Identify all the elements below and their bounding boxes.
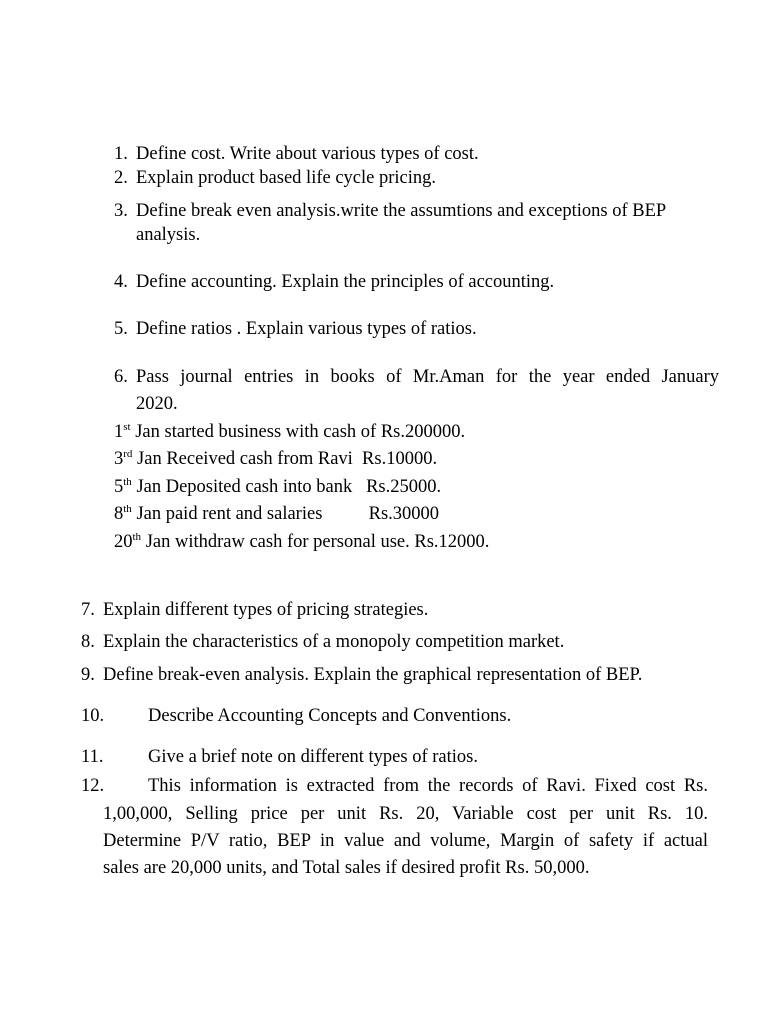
question-text-line-1: Pass journal entries in books of Mr.Aman for the year ended January bbox=[136, 367, 719, 387]
question-text: Define break-even analysis. Explain the graphical representation of BEP. bbox=[103, 665, 643, 685]
question-text-line-2: analysis. bbox=[136, 225, 201, 245]
journal-entry: 20th Jan withdraw cash for personal use. Rs.12000. bbox=[114, 531, 490, 552]
question-number: 3. bbox=[114, 201, 128, 221]
question-number: 11. bbox=[81, 747, 104, 767]
question-number: 1. bbox=[114, 144, 128, 164]
question-text-line-2: 2020. bbox=[136, 394, 178, 414]
journal-entry: 3rd Jan Received cash from Ravi Rs.10000. bbox=[114, 448, 438, 469]
question-text: Explain product based life cycle pricing. bbox=[136, 168, 437, 188]
question-number: 12. bbox=[81, 776, 105, 796]
question-text-line-1: This information is extracted from the records of Ravi. Fixed cost Rs. bbox=[148, 776, 708, 796]
question-text: Define cost. Write about various types of cost. bbox=[136, 144, 479, 164]
question-text-line-4: sales are 20,000 units, and Total sales if desired profit Rs. 50,000. bbox=[103, 858, 590, 878]
question-number: 7. bbox=[81, 600, 95, 620]
question-text: Describe Accounting Concepts and Conventions. bbox=[148, 706, 512, 726]
question-number: 9. bbox=[81, 665, 95, 685]
journal-entry: 5th Jan Deposited cash into bank Rs.25000. bbox=[114, 476, 442, 497]
question-number: 10. bbox=[81, 706, 105, 726]
question-text-line-3: Determine P/V ratio, BEP in value and volume, Margin of safety if actual bbox=[103, 831, 708, 851]
question-text: Give a brief note on different types of ratios. bbox=[148, 747, 478, 767]
question-number: 8. bbox=[81, 632, 95, 652]
question-number: 5. bbox=[114, 319, 128, 339]
question-text: Define ratios . Explain various types of ratios. bbox=[136, 319, 477, 339]
question-text: Explain different types of pricing strategies. bbox=[103, 600, 429, 620]
question-text-line-2: 1,00,000, Selling price per unit Rs. 20, Variable cost per unit Rs. 10. bbox=[103, 804, 708, 824]
question-number: 2. bbox=[114, 168, 128, 188]
question-number: 6. bbox=[114, 367, 128, 387]
question-text: Define accounting. Explain the principles of accounting. bbox=[136, 272, 555, 292]
question-number: 4. bbox=[114, 272, 128, 292]
journal-entry: 1st Jan started business with cash of Rs.200000. bbox=[114, 421, 466, 442]
journal-entry: 8th Jan paid rent and salaries Rs.30000 bbox=[114, 503, 440, 524]
question-text: Explain the characteristics of a monopoly competition market. bbox=[103, 632, 565, 652]
question-text-line-1: Define break even analysis.write the assumtions and exceptions of BEP bbox=[136, 201, 667, 221]
